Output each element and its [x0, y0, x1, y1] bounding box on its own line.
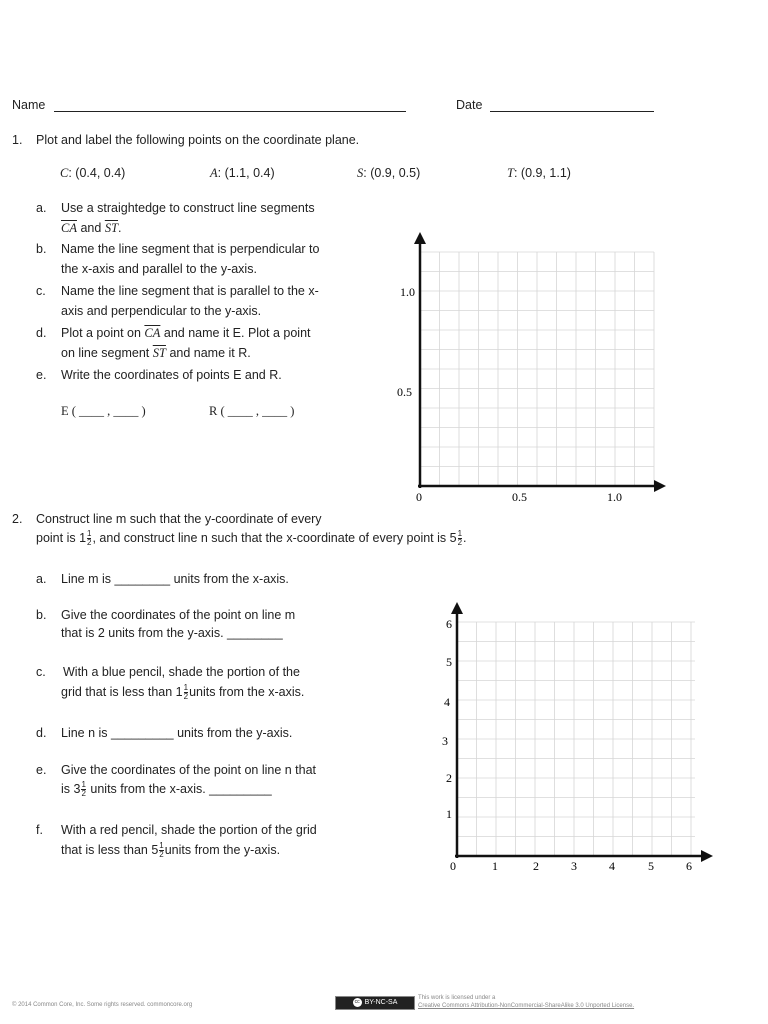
date-field[interactable] — [490, 98, 654, 112]
graph-1-xtick-0: 0 — [416, 490, 422, 504]
graph-2-xtick: 3 — [571, 859, 577, 873]
graph-2-ytick: 3 — [442, 734, 448, 748]
q1-number: 1. — [12, 133, 23, 147]
graph-1[interactable] — [362, 228, 672, 508]
date-label: Date — [456, 98, 483, 112]
q1-letter-e: e. — [36, 368, 47, 382]
q1-letter-c: c. — [36, 284, 46, 298]
q1-prompt: Plot and label the following points on the coordinate plane. — [36, 133, 360, 147]
q1-letter-b: b. — [36, 242, 47, 256]
graph-2-ytick: 4 — [444, 695, 450, 709]
q1a-line1: Use a straightedge to construct line segments — [61, 201, 315, 215]
q1c-line1: Name the line segment that is parallel to the x- — [61, 284, 319, 298]
q2b-line2: that is 2 units from the y-axis. ________ — [61, 626, 283, 640]
graph-2-xtick: 2 — [533, 859, 539, 873]
q2-prompt-line2: point is 1 $\frac{1}{2}$ , and construct line n such that the x-coordinate of every point is 5 $\frac{1}{2}$ . — [36, 529, 467, 547]
q1d-line2: on line segment $\overline{ST}$ and name it R. — [61, 346, 251, 360]
q2c-line2: grid that is less than 1 $\frac{1}{2}$ units from the x-axis. — [61, 683, 305, 701]
name-field[interactable] — [54, 98, 406, 112]
q2-letter-c: c. — [36, 665, 46, 679]
q1-letter-d: d. — [36, 326, 47, 340]
q2-letter-e: e. — [36, 763, 47, 777]
graph-2-xtick: 4 — [609, 859, 615, 873]
q2f-line2: that is less than 5 $\frac{1}{2}$ units from the y-axis. — [61, 841, 281, 859]
q2-letter-b: b. — [36, 608, 47, 622]
q1-point-a: A: (1.1, 0.4) — [210, 166, 275, 180]
fraction-half: $\frac{1}{2}$ — [159, 841, 164, 859]
answer-r[interactable]: R ( ____ , ____ ) — [209, 404, 295, 418]
q2e-line1: Give the coordinates of the point on line n that — [61, 763, 317, 777]
graph-1-ytick-1.0: 1.0 — [400, 285, 415, 299]
q2c-line1: With a blue pencil, shade the portion of the — [63, 665, 300, 679]
fraction-half: $\frac{1}{2}$ — [457, 529, 463, 547]
answer-e[interactable]: E ( ____ , ____ ) — [61, 404, 146, 418]
graph-2-axes — [451, 602, 713, 862]
graph-2-ytick: 1 — [446, 807, 452, 821]
fraction-half: $\frac{1}{2}$ — [87, 529, 92, 547]
q2f-line1: With a red pencil, shade the portion of the grid — [61, 823, 317, 837]
q1-point-t: T: (0.9, 1.1) — [507, 166, 571, 180]
license-badge[interactable]: cc BY-NC-SA — [335, 996, 415, 1010]
q2e-line2: is 3 $\frac{1}{2}$ units from the x-axis. _________ — [61, 780, 272, 798]
q1b-line1: Name the line segment that is perpendicular to — [61, 242, 320, 256]
q2-letter-f: f. — [36, 823, 43, 837]
fraction-half: $\frac{1}{2}$ — [183, 683, 189, 701]
graph-1-grid — [420, 252, 654, 486]
q1e-line1: Write the coordinates of points E and R. — [61, 368, 282, 382]
graph-2-ytick: 5 — [446, 655, 452, 669]
graph-1-ytick-0.5: 0.5 — [397, 385, 412, 399]
footer-license-link[interactable]: Creative Commons Attribution-NonCommercial-ShareAlike 3.0 Unported License. — [418, 1003, 635, 1009]
q1-point-c: C: (0.4, 0.4) — [60, 166, 126, 180]
graph-1-axes — [414, 232, 666, 492]
cc-icon: cc — [354, 998, 360, 1005]
q1-letter-a: a. — [36, 201, 47, 215]
q2-letter-a: a. — [36, 572, 47, 586]
q2-prompt-line1: Construct line m such that the y-coordinate of every — [36, 512, 322, 526]
graph-2-xtick: 1 — [492, 859, 498, 873]
q1b-line2: the x-axis and parallel to the y-axis. — [61, 262, 257, 276]
footer-copyright: © 2014 Common Core, Inc. Some rights reserved. commoncore.org — [12, 1002, 193, 1008]
q2d-text: Line n is _________ units from the y-axis. — [61, 726, 293, 740]
graph-2-ytick: 2 — [446, 771, 452, 785]
graph-1-xtick-1.0: 1.0 — [607, 490, 622, 504]
graph-2-xtick: 5 — [648, 859, 654, 873]
q2b-line1: Give the coordinates of the point on line m — [61, 608, 296, 622]
q1d-line1: Plot a point on $\overline{CA}$ and name it E. Plot a point — [61, 326, 311, 340]
q2-number: 2. — [12, 512, 23, 526]
graph-1-xtick-0.5: 0.5 — [512, 490, 527, 504]
graph-2-ytick: 6 — [446, 617, 452, 631]
graph-2-xtick: 6 — [686, 859, 692, 873]
q1a-line2: $\overline{CA}$ and $\overline{ST}$. — [61, 221, 122, 235]
graph-2-xtick: 0 — [450, 859, 456, 873]
footer-license-line1: This work is licensed under a — [418, 995, 496, 1001]
graph-2[interactable] — [430, 598, 720, 880]
q1c-line2: axis and perpendicular to the y-axis. — [61, 304, 262, 318]
q2a-text: Line m is ________ units from the x-axis. — [61, 572, 289, 586]
fraction-half: $\frac{1}{2}$ — [81, 780, 86, 798]
name-label: Name — [12, 98, 46, 112]
q1-point-s: S: (0.9, 0.5) — [357, 166, 421, 180]
graph-2-grid — [457, 622, 695, 856]
q2-letter-d: d. — [36, 726, 47, 740]
